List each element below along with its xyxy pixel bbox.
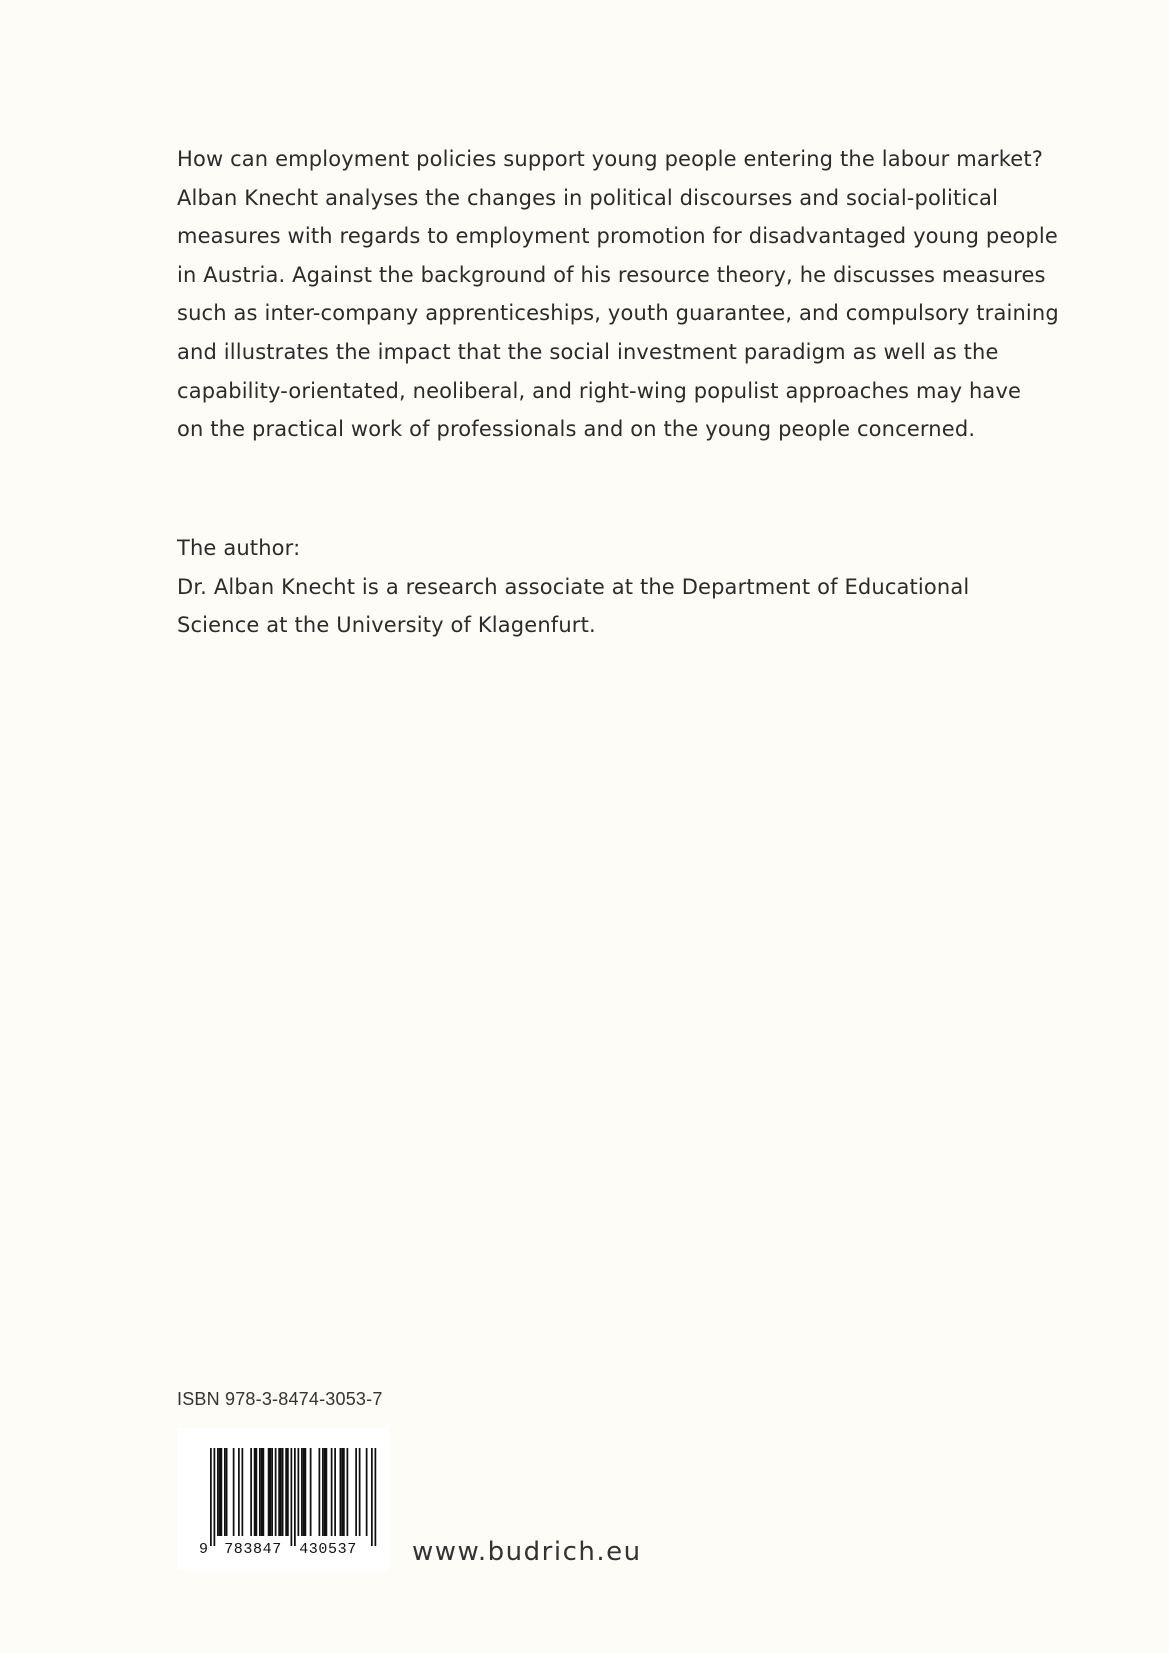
barcode-bar	[259, 1448, 261, 1536]
barcode-bar	[210, 1448, 212, 1546]
author-section	[177, 529, 1097, 645]
barcode-bar	[298, 1448, 300, 1536]
barcode-bar	[326, 1448, 328, 1536]
barcode-bar	[334, 1448, 336, 1536]
barcode-bar	[294, 1448, 296, 1546]
barcode-digits-right: 430537	[299, 1541, 357, 1558]
author-heading: The author:	[177, 536, 301, 560]
barcode-bar	[341, 1448, 343, 1536]
barcode-bar	[305, 1448, 307, 1536]
barcode-bar	[224, 1448, 226, 1536]
barcode-bar	[319, 1448, 321, 1536]
barcode-bar	[359, 1448, 361, 1536]
barcode-bar	[303, 1448, 305, 1536]
barcode-bar	[268, 1448, 270, 1536]
barcode-bar	[280, 1448, 282, 1536]
barcode-bar	[254, 1448, 256, 1536]
barcode-digits-left: 783847	[224, 1541, 282, 1558]
barcode-bar	[270, 1448, 272, 1536]
barcode-bar	[214, 1448, 216, 1546]
barcode-digit-first: 9	[199, 1541, 209, 1558]
barcode-bar	[256, 1448, 258, 1536]
barcode-bar	[285, 1448, 287, 1536]
barcode-bar	[301, 1448, 303, 1536]
barcode-bar	[261, 1448, 263, 1536]
barcode-bar	[371, 1448, 373, 1546]
barcode-bar	[271, 1448, 273, 1536]
barcode-bar	[322, 1448, 324, 1536]
barcode-bar	[310, 1448, 312, 1536]
barcode-graphic	[177, 1428, 389, 1570]
barcode-bar	[347, 1448, 349, 1536]
blurb-line: on the practical work of professionals and on the young people concerned.	[177, 417, 976, 442]
barcode	[177, 1428, 389, 1570]
barcode-bars	[210, 1448, 376, 1546]
blurb-line: in Austria. Against the background of his resource theory, he discusses measures	[177, 262, 1046, 287]
barcode-bar	[275, 1448, 277, 1536]
blurb-line: and illustrates the impact that the social investment paradigm as well as the	[177, 339, 999, 364]
barcode-bar	[278, 1448, 280, 1536]
barcode-bar	[219, 1448, 221, 1536]
barcode-bar	[217, 1448, 219, 1536]
barcode-bar	[366, 1448, 368, 1536]
author-bio-line: Science at the University of Klagenfurt.	[177, 613, 596, 638]
barcode-bar	[250, 1448, 252, 1536]
author-bio-line: Dr. Alban Knecht is a research associate at the Department of Educational	[177, 574, 970, 599]
barcode-bar	[226, 1448, 228, 1536]
barcode-bar	[287, 1448, 289, 1536]
barcode-bar	[282, 1448, 284, 1536]
barcode-bar	[242, 1448, 244, 1536]
barcode-bar	[331, 1448, 333, 1536]
barcode-bar	[340, 1448, 342, 1536]
barcode-bar	[263, 1448, 265, 1536]
publisher-website: www.budrich.eu	[412, 1537, 642, 1567]
barcode-bar	[343, 1448, 345, 1536]
isbn-label: ISBN 978-3-8474-3053-7	[177, 1389, 383, 1409]
blurb-line: capability-orientated, neoliberal, and right-wing populist approaches may have	[177, 378, 1022, 403]
blurb-paragraph	[177, 140, 1097, 449]
blurb-line: Alban Knecht analyses the changes in political discourses and social-political	[177, 185, 999, 210]
blurb-line: measures with regards to employment promotion for disadvantaged young people	[177, 224, 1058, 249]
blurb-line: How can employment policies support young people entering the labour market?	[177, 147, 1044, 171]
barcode-bar	[233, 1448, 235, 1536]
barcode-bar	[355, 1448, 357, 1536]
barcode-bar	[291, 1448, 293, 1546]
barcode-bar	[221, 1448, 223, 1536]
barcode-bar	[375, 1448, 377, 1546]
barcode-bar	[324, 1448, 326, 1536]
blurb-line: such as inter-company apprenticeships, youth guarantee, and compulsory training	[177, 301, 1059, 326]
barcode-bar	[238, 1448, 240, 1536]
